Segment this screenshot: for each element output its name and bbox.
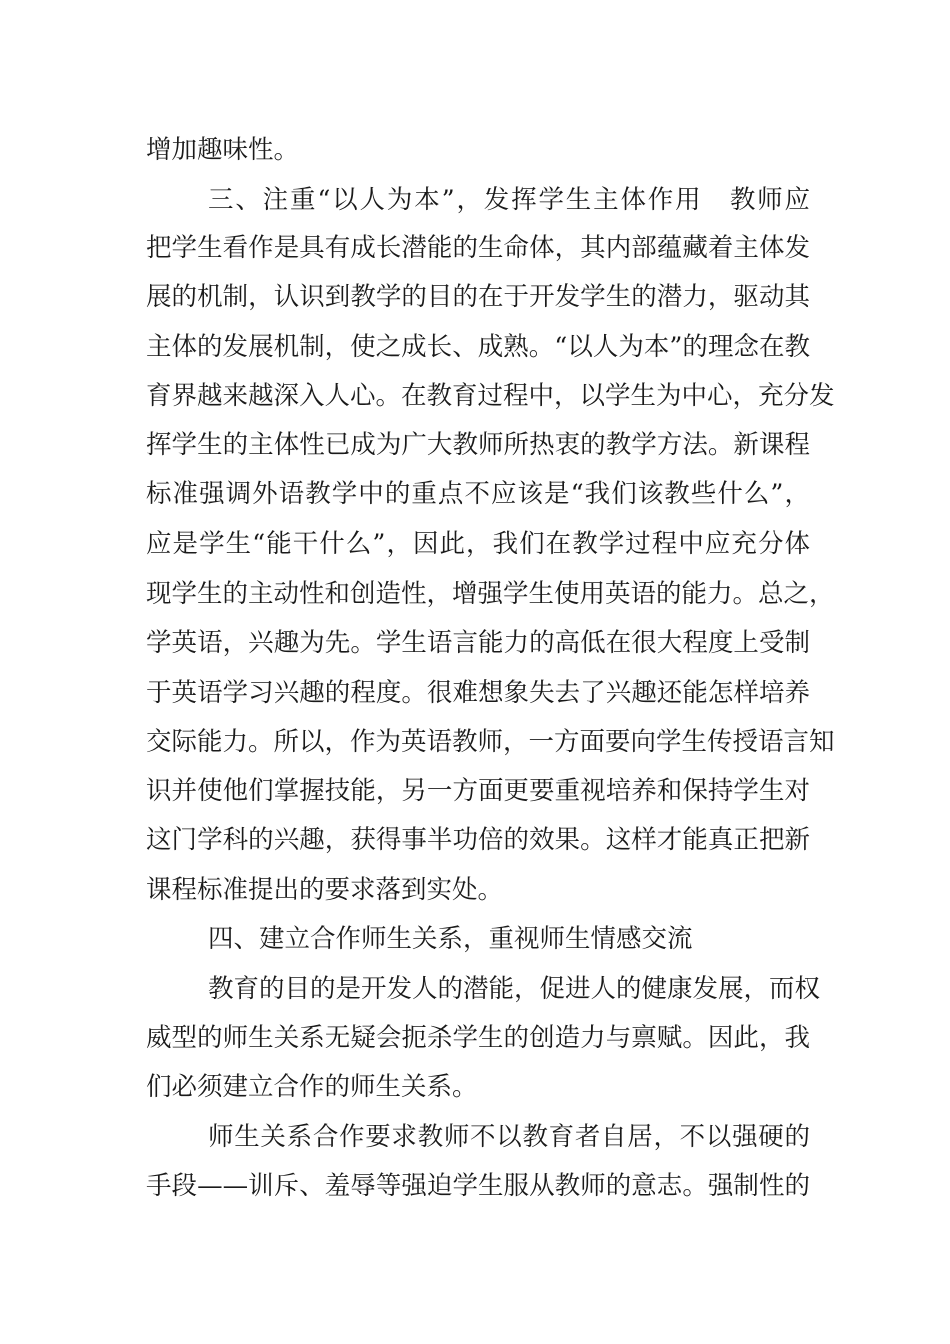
text-line: 育界越来越深入人心。在教育过程中，以学生为中心，充分发: [146, 381, 835, 411]
section-heading-line: 三、注重“以人为本”，发挥学生主体作用 教师应: [208, 185, 810, 215]
text-line: 现学生的主动性和创造性，增强学生使用英语的能力。总之，: [146, 579, 835, 609]
text-line: 学英语，兴趣为先。学生语言能力的高低在很大程度上受制: [146, 628, 810, 658]
text-line: 威型的师生关系无疑会扼杀学生的创造力与禀赋。因此，我: [146, 1023, 810, 1053]
text-line: 师生关系合作要求教师不以教育者自居，不以强硬的: [208, 1122, 810, 1152]
text-line: 教育的目的是开发人的潜能，促进人的健康发展，而权: [208, 974, 821, 1004]
section-heading-line: 四、建立合作师生关系，重视师生情感交流: [208, 924, 693, 954]
text-line: 把学生看作是具有成长潜能的生命体，其内部蕴藏着主体发: [146, 233, 810, 263]
text-line: 手段——训斥、羞辱等强迫学生服从教师的意志。强制性的: [146, 1171, 810, 1201]
text-line: 挥学生的主体性已成为广大教师所热衷的教学方法。新课程: [146, 430, 810, 460]
text-line: 这门学科的兴趣，获得事半功倍的效果。这样才能真正把新: [146, 825, 810, 855]
text-line: 于英语学习兴趣的程度。很难想象失去了兴趣还能怎样培养: [146, 678, 810, 708]
text-line: 增加趣味性。: [146, 135, 300, 165]
text-line: 应是学生“能干什么”，因此，我们在教学过程中应充分体: [146, 529, 810, 559]
text-line: 主体的发展机制，使之成长、成熟。“以人为本”的理念在教: [146, 332, 810, 362]
text-line: 课程标准提出的要求落到实处。: [146, 875, 504, 905]
text-line: 标准强调外语教学中的重点不应该是“我们该教些什么”，: [146, 479, 810, 509]
text-line: 展的机制，认识到教学的目的在于开发学生的潜力，驱动其: [146, 282, 810, 312]
text-line: 们必须建立合作的师生关系。: [146, 1072, 478, 1102]
text-line: 交际能力。所以，作为英语教师，一方面要向学生传授语言知: [146, 727, 835, 757]
text-line: 识并使他们掌握技能，另一方面更要重视培养和保持学生对: [146, 776, 810, 806]
